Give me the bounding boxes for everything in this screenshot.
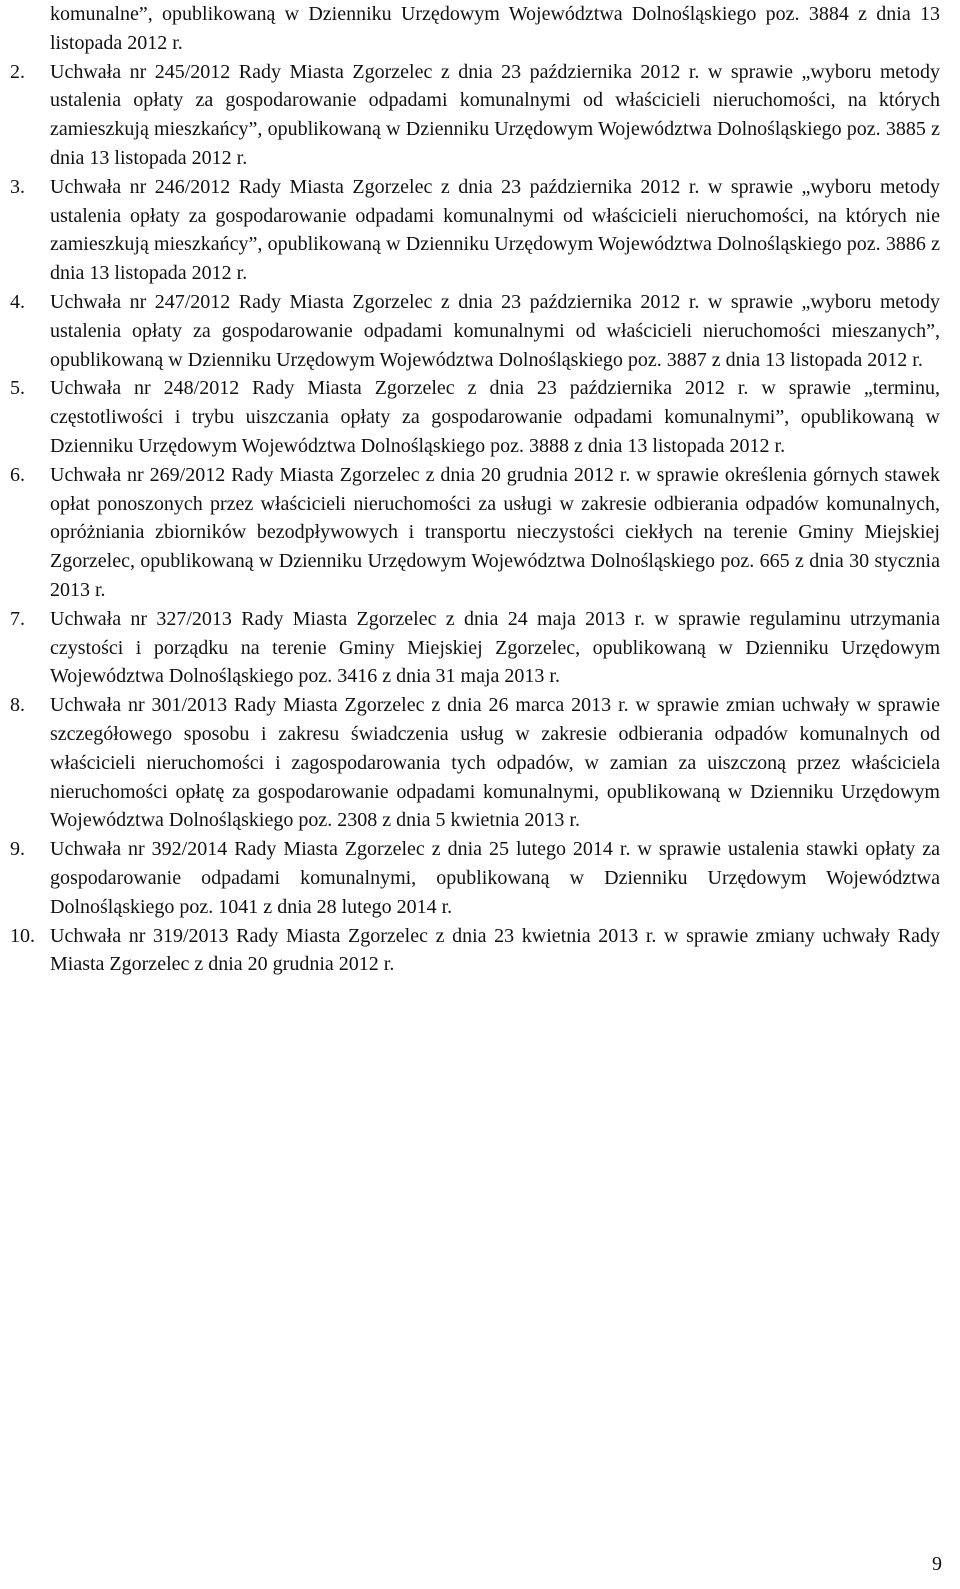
- list-item: [10, 58, 940, 173]
- list-number: 8.: [10, 694, 25, 717]
- list-number: 5.: [10, 377, 25, 400]
- list-item: [10, 691, 940, 835]
- list-item-text: Uchwała nr 319/2013 Rady Miasta Zgorzelec z dnia 23 kwietnia 2013 r. w sprawie zmiany uchwały Rady Miasta Zgorzelec z dnia 20 grudnia 2012 r.: [50, 924, 940, 976]
- list-item-text: Uchwała nr 327/2013 Rady Miasta Zgorzelec z dnia 24 maja 2013 r. w sprawie regulaminu utrzymania czystości i porządku na terenie Gminy Miejskiej Zgorzelec, opublikowaną w Dzienniku Urzędowym Województwa Dolnośląskiego poz. 3416 z dnia 31 maja 2013 r.: [50, 607, 940, 688]
- list-item: [10, 461, 940, 605]
- list-number: 9.: [10, 838, 25, 861]
- list-item-text: Uchwała nr 269/2012 Rady Miasta Zgorzelec z dnia 20 grudnia 2012 r. w sprawie określenia górnych stawek opłat ponoszonych przez właścicieli nieruchomości za usługi w zakresie odbierania odpadów komunalnych, opróżniania zbiorników bezodpływowych i transportu nieczystości ciekłych na terenie Gminy Miejskiej Zgorzelec, opublikowaną w Dzienniku Urzędowym Województwa Dolnośląskiego poz. 665 z dnia 30 stycznia 2013 r.: [50, 463, 940, 601]
- list-item-text: Uchwała nr 245/2012 Rady Miasta Zgorzelec z dnia 23 października 2012 r. w sprawie „wyboru metody ustalenia opłaty za gospodarowanie odpadami komunalnymi od właścicieli nieruchomości, na których zamieszkują mieszkańcy”, opublikowaną w Dzienniku Urzędowym Województwa Dolnośląskiego poz. 3885 z dnia 13 listopada 2012 r.: [50, 60, 940, 169]
- list-item: [10, 922, 940, 980]
- list-item-text: Uchwała nr 301/2013 Rady Miasta Zgorzelec z dnia 26 marca 2013 r. w sprawie zmian uchwały w sprawie szczegółowego sposobu i zakresu świadczenia usług w zakresie odbierania odpadów komunalnych od właścicieli nieruchomości i zagospodarowania tych odpadów, w zamian za uiszczoną przez właściciela nieruchomości opłatę za gospodarowanie odpadami komunalnymi, opublikowaną w Dzienniku Urzędowym Województwa Dolnośląskiego poz. 2308 z dnia 5 kwietnia 2013 r.: [50, 694, 940, 832]
- continued-paragraph: komunalne”, opublikowaną w Dzienniku Urzędowym Województwa Dolnośląskiego poz. 3884 z dnia 13 listopada 2012 r.: [50, 3, 940, 54]
- list-item-text: Uchwała nr 246/2012 Rady Miasta Zgorzelec z dnia 23 października 2012 r. w sprawie „wyboru metody ustalenia opłaty za gospodarowanie odpadami komunalnymi od właścicieli nieruchomości, na których nie zamieszkują mieszkańcy”, opublikowaną w Dzienniku Urzędowym Województwa Dolnośląskiego poz. 3886 z dnia 13 listopada 2012 r.: [50, 175, 940, 285]
- list-item-text: Uchwała nr 247/2012 Rady Miasta Zgorzelec z dnia 23 października 2012 r. w sprawie „wyboru metody ustalenia opłaty za gospodarowanie odpadami komunalnymi od właścicieli nieruchomości mieszanych”, opublikowaną w Dzienniku Urzędowym Województwa Dolnośląskiego poz. 3887 z dnia 13 listopada 2012 r.: [50, 290, 940, 371]
- list-item: [10, 173, 940, 288]
- list-item: [10, 374, 940, 460]
- list-item-text: Uchwała nr 392/2014 Rady Miasta Zgorzelec z dnia 25 lutego 2014 r. w sprawie ustalenia stawki opłaty za gospodarowanie odpadami komunalnymi, opublikowaną w Dzienniku Urzędowym Województwa Dolnośląskiego poz. 1041 z dnia 28 lutego 2014 r.: [50, 838, 940, 918]
- list-item: [10, 605, 940, 691]
- document-content: [10, 0, 940, 979]
- list-number: 6.: [10, 463, 25, 486]
- list-number: 4.: [10, 290, 25, 313]
- list-number: 2.: [10, 60, 25, 83]
- list-number: 7.: [10, 607, 25, 630]
- list-number: 10.: [10, 924, 35, 947]
- list-item-text: Uchwała nr 248/2012 Rady Miasta Zgorzelec z dnia 23 października 2012 r. w sprawie „terminu, częstotliwości i trybu uiszczania opłaty za gospodarowanie odpadami komunalnymi”, opublikowaną w Dzienniku Urzędowym Województwa Dolnośląskiego poz. 3888 z dnia 13 listopada 2012 r.: [50, 377, 940, 457]
- list-item: [10, 288, 940, 374]
- page-number: 9: [932, 1553, 942, 1575]
- list-item: [10, 835, 940, 921]
- list-number: 3.: [10, 175, 25, 198]
